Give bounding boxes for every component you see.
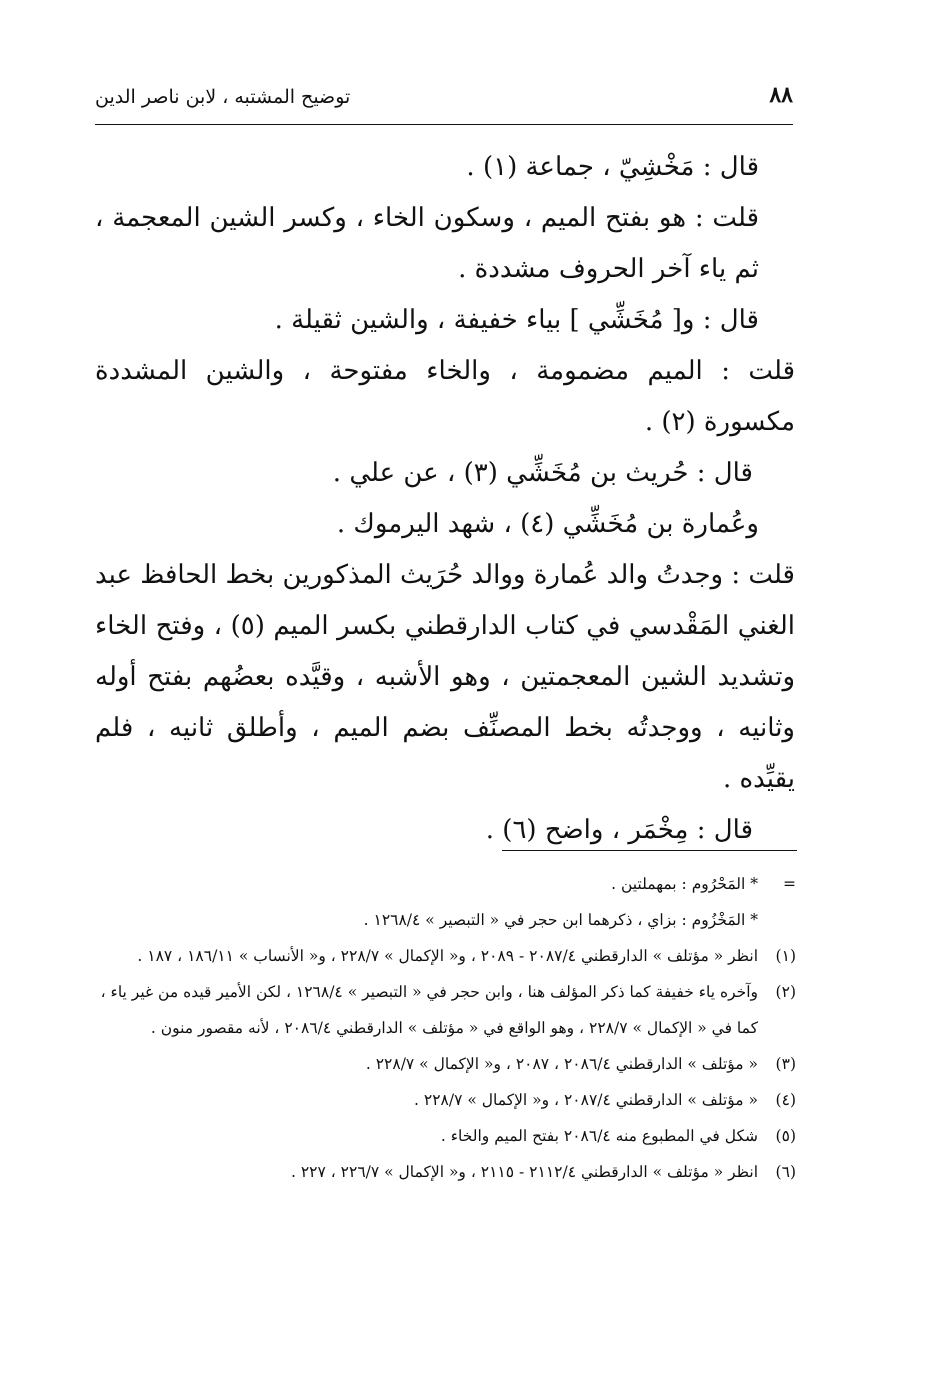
page-header	[95, 80, 793, 120]
footnote-mark: (٢)	[775, 983, 796, 1001]
paragraph-3: قال : و[ مُخَشِّي ] بياء خفيفة ، والشين ثقيلة .	[274, 305, 759, 335]
footnote-mark: (٦)	[775, 1163, 796, 1181]
running-title: توضيح المشتبه ، لابن ناصر الدين	[95, 86, 351, 108]
paragraph-5: قال : حُريث بن مُخَشِّي (٣) ، عن علي .	[332, 458, 753, 488]
footnote-4	[98, 1082, 796, 1118]
footnote-mark: (١)	[775, 947, 796, 965]
page-number: ٨٨	[769, 82, 793, 108]
paragraph-7: قلت : وجدتُ والد عُمارة ووالد حُرَيث المذكورين بخط الحافظ عبد الغني المَقْدسي في كتاب الدارقطني بكسر الميم (٥) ، وفتح الخاء وتشديد الشين المعجمتين ، وهو الأشبه ، وقيَّده بعضُهم بفتح أوله وثانيه ، ووجدتُه بخط المصنِّف بضم الميم ، وأطلق ثانيه ، فلم يقيِّده .	[95, 560, 795, 794]
footnote-1	[98, 938, 796, 974]
footnote-2	[98, 974, 796, 1046]
footnote-continued-1	[98, 866, 796, 902]
paragraph-1: قال : مَخْشِيّ ، جماعة (١) .	[466, 152, 759, 182]
footnote-5	[98, 1118, 796, 1154]
header-rule	[95, 124, 793, 125]
footnote-mark: (٥)	[775, 1127, 796, 1145]
footnote-text: * المَحْرُوم : بمهملتين .	[611, 875, 758, 893]
footnote-text: « مؤتلف » الدارقطني ٢٠٨٧/٤ ، و« الإكمال » ٢٢٨/٧ .	[414, 1091, 758, 1109]
footnote-mark: (٣)	[775, 1055, 796, 1073]
footnote-text: « مؤتلف » الدارقطني ٢٠٨٦/٤ ، ٢٠٨٧ ، و« الإكمال » ٢٢٨/٧ .	[365, 1055, 758, 1073]
footnote-text: وآخره ياء خفيفة كما ذكر المؤلف هنا ، وابن حجر في « التبصير » ١٢٦٨/٤ ، لكن الأمير قيده من غير ياء ، كما في « الإكمال » ٢٢٨/٧ ، وهو الواقع في « مؤتلف » الدارقطني ٢٠٨٦/٤ ، لأنه مقصور منون .	[100, 983, 758, 1037]
footnote-text: شكل في المطبوع منه ٢٠٨٦/٤ بفتح الميم والخاء .	[440, 1127, 758, 1145]
paragraph-6: وعُمارة بن مُخَشِّي (٤) ، شهد اليرموك .	[336, 509, 759, 539]
footnotes	[98, 866, 796, 1190]
footnote-text: انظر « مؤتلف » الدارقطني ٢٠٨٧/٤ - ٢٠٨٩ ، و« الإكمال » ٢٢٨/٧ ، و« الأنساب » ١٨٦/١١ ، ١٨٧ .	[137, 947, 758, 965]
paragraph-8: قال : مِخْمَر ، واضح (٦) .	[485, 815, 753, 845]
paragraph-4: قلت : الميم مضمومة ، والخاء مفتوحة ، والشين المشددة مكسورة (٢) .	[95, 356, 795, 437]
paragraph-2: قلت : هو بفتح الميم ، وسكون الخاء ، وكسر الشين المعجمة ، ثم ياء آخر الحروف مشددة .	[95, 203, 759, 284]
footnote-3	[98, 1046, 796, 1082]
footnote-mark: =	[783, 875, 796, 893]
footnote-text: * المَخْزُوم : بزاي ، ذكرهما ابن حجر في « التبصير » ١٢٦٨/٤ .	[363, 911, 758, 929]
footnote-text: انظر « مؤتلف » الدارقطني ٢١١٢/٤ - ٢١١٥ ، و« الإكمال » ٢٢٦/٧ ، ٢٢٧ .	[290, 1163, 758, 1181]
main-text	[95, 142, 795, 856]
footnote-mark: (٤)	[775, 1091, 796, 1109]
footnote-6	[98, 1154, 796, 1190]
footnote-rule	[502, 850, 797, 851]
footnote-continued-2	[98, 902, 796, 938]
